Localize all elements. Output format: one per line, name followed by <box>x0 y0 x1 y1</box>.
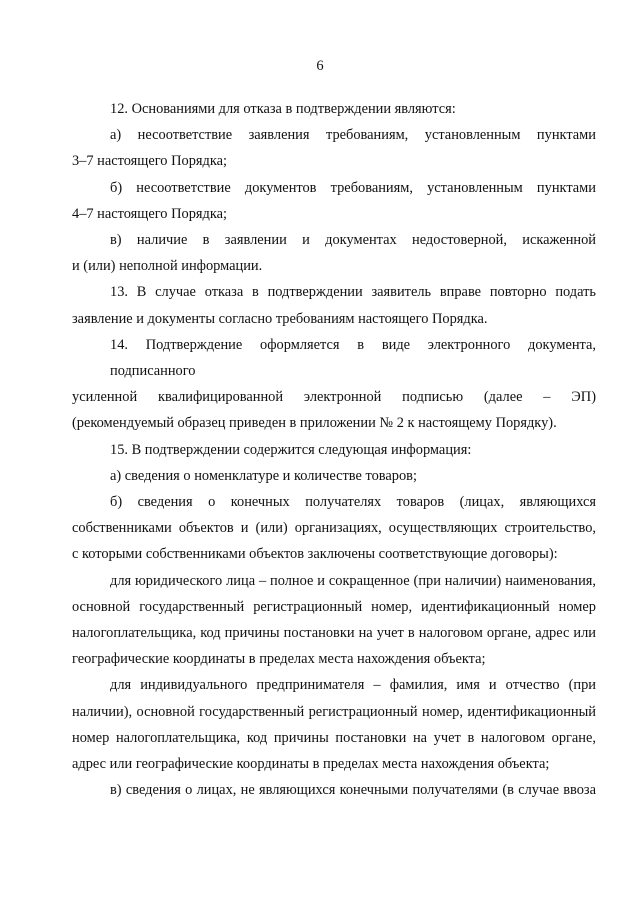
paragraph-15 <box>72 437 596 463</box>
paragraph-15-b <box>72 489 596 568</box>
text-line: номер налогоплательщика, код причины постановки на учет в налоговом органе, <box>72 729 596 746</box>
paragraph-15-v <box>72 777 596 803</box>
page-number: 6 <box>316 58 324 74</box>
text-line: с которыми собственниками объектов заключены соответствующие договоры): <box>72 546 558 563</box>
text-line: 4–7 настоящего Порядка; <box>72 205 227 222</box>
text-line: 12. Основаниями для отказа в подтверждении являются: <box>110 101 456 117</box>
text-line: географические координаты в пределах места нахождения объекта; <box>72 651 486 668</box>
paragraph-14 <box>72 332 596 437</box>
text-line: 13. В случае отказа в подтверждении заявитель вправе повторно подать <box>110 284 596 301</box>
text-line: 14. Подтверждение оформляется в виде электронного документа, подписанного <box>110 336 596 380</box>
text-line: заявление и документы согласно требованиям настоящего Порядка. <box>72 310 488 327</box>
text-line: (рекомендуемый образец приведен в приложении № 2 к настоящему Порядку). <box>72 415 557 432</box>
paragraph-13 <box>72 279 596 331</box>
text-line: а) сведения о номенклатуре и количестве товаров; <box>110 467 417 484</box>
text-line: и (или) неполной информации. <box>72 258 263 275</box>
text-line: б) несоответствие документов требованиям, установленным пунктами <box>110 179 596 196</box>
paragraph-15-b-entrepreneur <box>72 672 596 777</box>
paragraph-15-a <box>72 463 596 489</box>
text-line: усиленной квалифицированной электронной подписью (далее – ЭП) <box>72 389 596 406</box>
text-line: в) наличие в заявлении и документах недостоверной, искаженной <box>110 232 596 249</box>
text-line: адрес или географические координаты в пределах места нахождения объекта; <box>72 756 550 773</box>
paragraph-12 <box>72 96 596 122</box>
text-line: а) несоответствие заявления требованиям, установленным пунктами <box>110 127 596 144</box>
text-line: для индивидуального предпринимателя – фамилия, имя и отчество (при <box>110 677 596 694</box>
text-line: наличии), основной государственный регистрационный номер, идентификационный <box>72 703 596 720</box>
document-body <box>72 96 596 803</box>
paragraph-12-c <box>72 227 596 279</box>
text-line: 3–7 настоящего Порядка; <box>72 153 227 170</box>
text-line: для юридического лица – полное и сокращенное (при наличии) наименования, <box>110 572 596 589</box>
paragraph-15-b-legal-entity <box>72 568 596 673</box>
text-line: в) сведения о лицах, не являющихся конечными получателями (в случае ввоза <box>110 782 596 799</box>
text-line: основной государственный регистрационный номер, идентификационный номер <box>72 598 596 615</box>
text-line: 15. В подтверждении содержится следующая информация: <box>110 441 472 458</box>
text-line: б) сведения о конечных получателях товаров (лицах, являющихся <box>110 494 596 511</box>
text-line: собственниками объектов и (или) организациях, осуществляющих строительство, <box>72 520 596 537</box>
paragraph-12-a <box>72 122 596 174</box>
paragraph-12-b <box>72 175 596 227</box>
text-line: налогоплательщика, код причины постановки на учет в налоговом органе, адрес или <box>72 625 596 642</box>
